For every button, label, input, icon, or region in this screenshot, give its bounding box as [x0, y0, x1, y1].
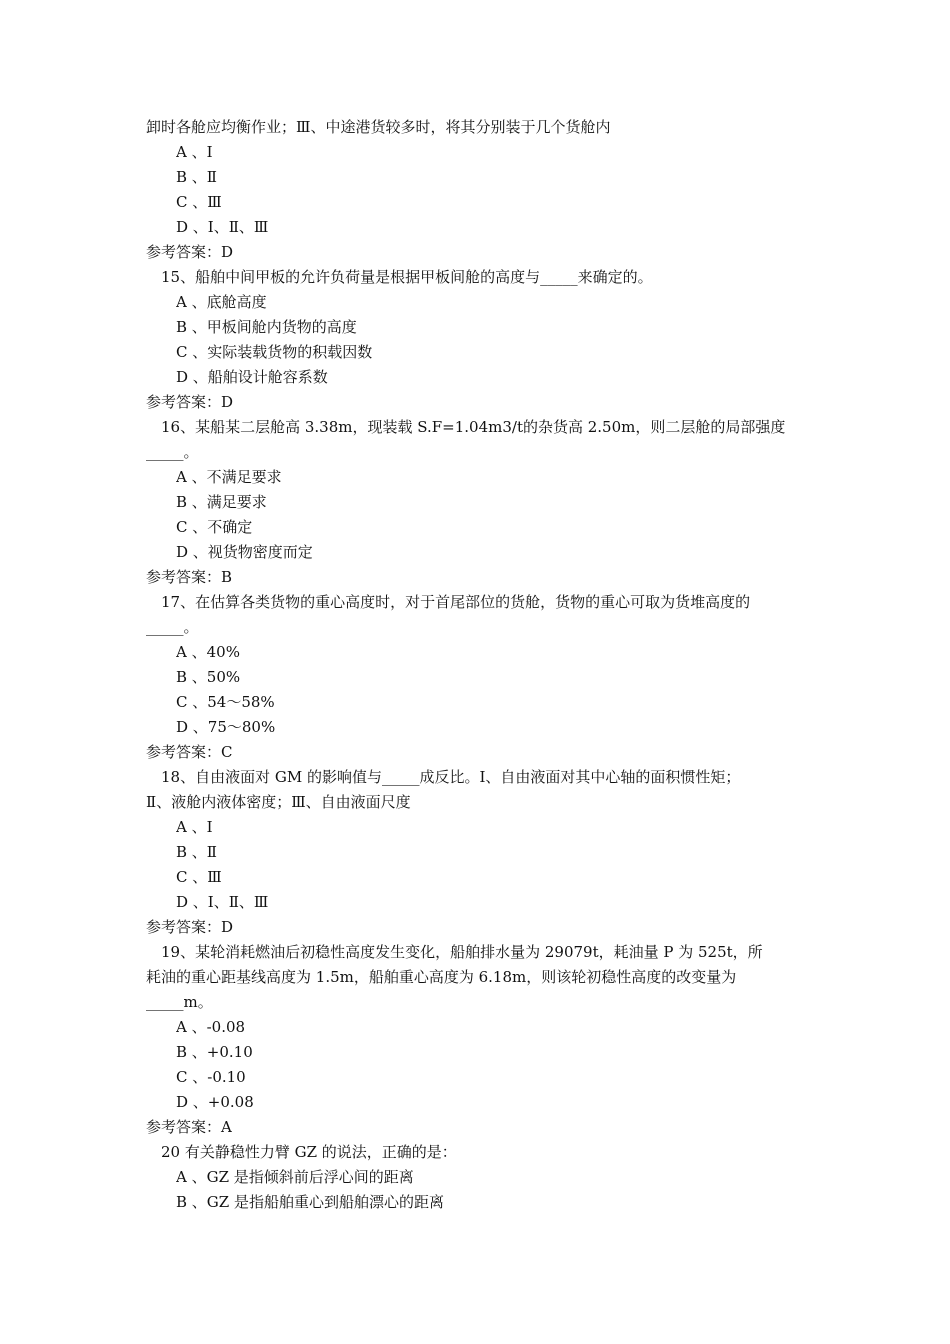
- answer-18: 参考答案：D: [146, 918, 234, 936]
- option-c: C 、Ⅲ: [176, 868, 222, 886]
- option-b: B 、Ⅱ: [176, 168, 217, 186]
- option-c: C 、-0.10: [176, 1068, 246, 1086]
- option-d: D 、船舶设计舱容系数: [176, 368, 328, 386]
- question-15: 15、船舶中间甲板的允许负荷量是根据甲板间舱的高度与_____来确定的。: [161, 268, 653, 286]
- question-18-continuation: Ⅱ、液舱内液体密度；Ⅲ、自由液面尺度: [146, 793, 411, 811]
- option-b: B 、GZ 是指船舶重心到船舶漂心的距离: [176, 1193, 444, 1211]
- option-a: A 、底舱高度: [176, 293, 267, 311]
- question-16: 16、某船某二层舱高 3.38m，现装载 S.F=1.04m3/t的杂货高 2.50m，则二层舱的局部强度: [161, 418, 786, 436]
- question-14-continuation: 卸时各舱应均衡作业；Ⅲ、中途港货较多时，将其分别装于几个货舱内: [146, 118, 611, 136]
- option-a: A 、Ⅰ: [176, 143, 213, 161]
- question-17-continuation: _____。: [146, 618, 199, 636]
- option-d: D 、Ⅰ、Ⅱ、Ⅲ: [176, 893, 269, 911]
- question-19-continuation: _____m。: [146, 993, 213, 1011]
- question-16-continuation: _____。: [146, 443, 199, 461]
- question-19-continuation: 耗油的重心距基线高度为 1.5m，船舶重心高度为 6.18m，则该轮初稳性高度的改变量为: [146, 968, 737, 986]
- option-b: B 、满足要求: [176, 493, 267, 511]
- option-a: A 、Ⅰ: [176, 818, 213, 836]
- option-b: B 、+0.10: [176, 1043, 253, 1061]
- option-d: D 、视货物密度而定: [176, 543, 313, 561]
- question-18: 18、自由液面对 GM 的影响值与_____成反比。Ⅰ、自由液面对其中心轴的面积惯性矩；: [161, 768, 741, 786]
- option-b: B 、甲板间舱内货物的高度: [176, 318, 357, 336]
- answer-16: 参考答案：B: [146, 568, 233, 586]
- option-a: A 、-0.08: [176, 1018, 246, 1036]
- option-c: C 、54～58%: [176, 693, 275, 711]
- option-c: C 、Ⅲ: [176, 193, 222, 211]
- option-b: B 、50%: [176, 668, 241, 686]
- question-20: 20 有关静稳性力臂 GZ 的说法，正确的是：: [161, 1143, 457, 1161]
- option-d: D 、75～80%: [176, 718, 276, 736]
- answer-15: 参考答案：D: [146, 393, 234, 411]
- option-a: A 、40%: [176, 643, 240, 661]
- answer-19: 参考答案：A: [146, 1118, 232, 1136]
- answer-17: 参考答案：C: [146, 743, 233, 761]
- option-b: B 、Ⅱ: [176, 843, 217, 861]
- question-17: 17、在估算各类货物的重心高度时，对于首尾部位的货舱，货物的重心可取为货堆高度的: [161, 593, 751, 611]
- option-d: D 、Ⅰ、Ⅱ、Ⅲ: [176, 218, 269, 236]
- answer-14: 参考答案：D: [146, 243, 234, 261]
- option-a: A 、GZ 是指倾斜前后浮心间的距离: [176, 1168, 414, 1186]
- question-19: 19、某轮消耗燃油后初稳性高度发生变化，船舶排水量为 29079t，耗油量 P 为 525t，所: [161, 943, 763, 961]
- option-c: C 、实际装载货物的积载因数: [176, 343, 373, 361]
- option-c: C 、不确定: [176, 518, 253, 536]
- option-a: A 、不满足要求: [176, 468, 282, 486]
- option-d: D 、+0.08: [176, 1093, 254, 1111]
